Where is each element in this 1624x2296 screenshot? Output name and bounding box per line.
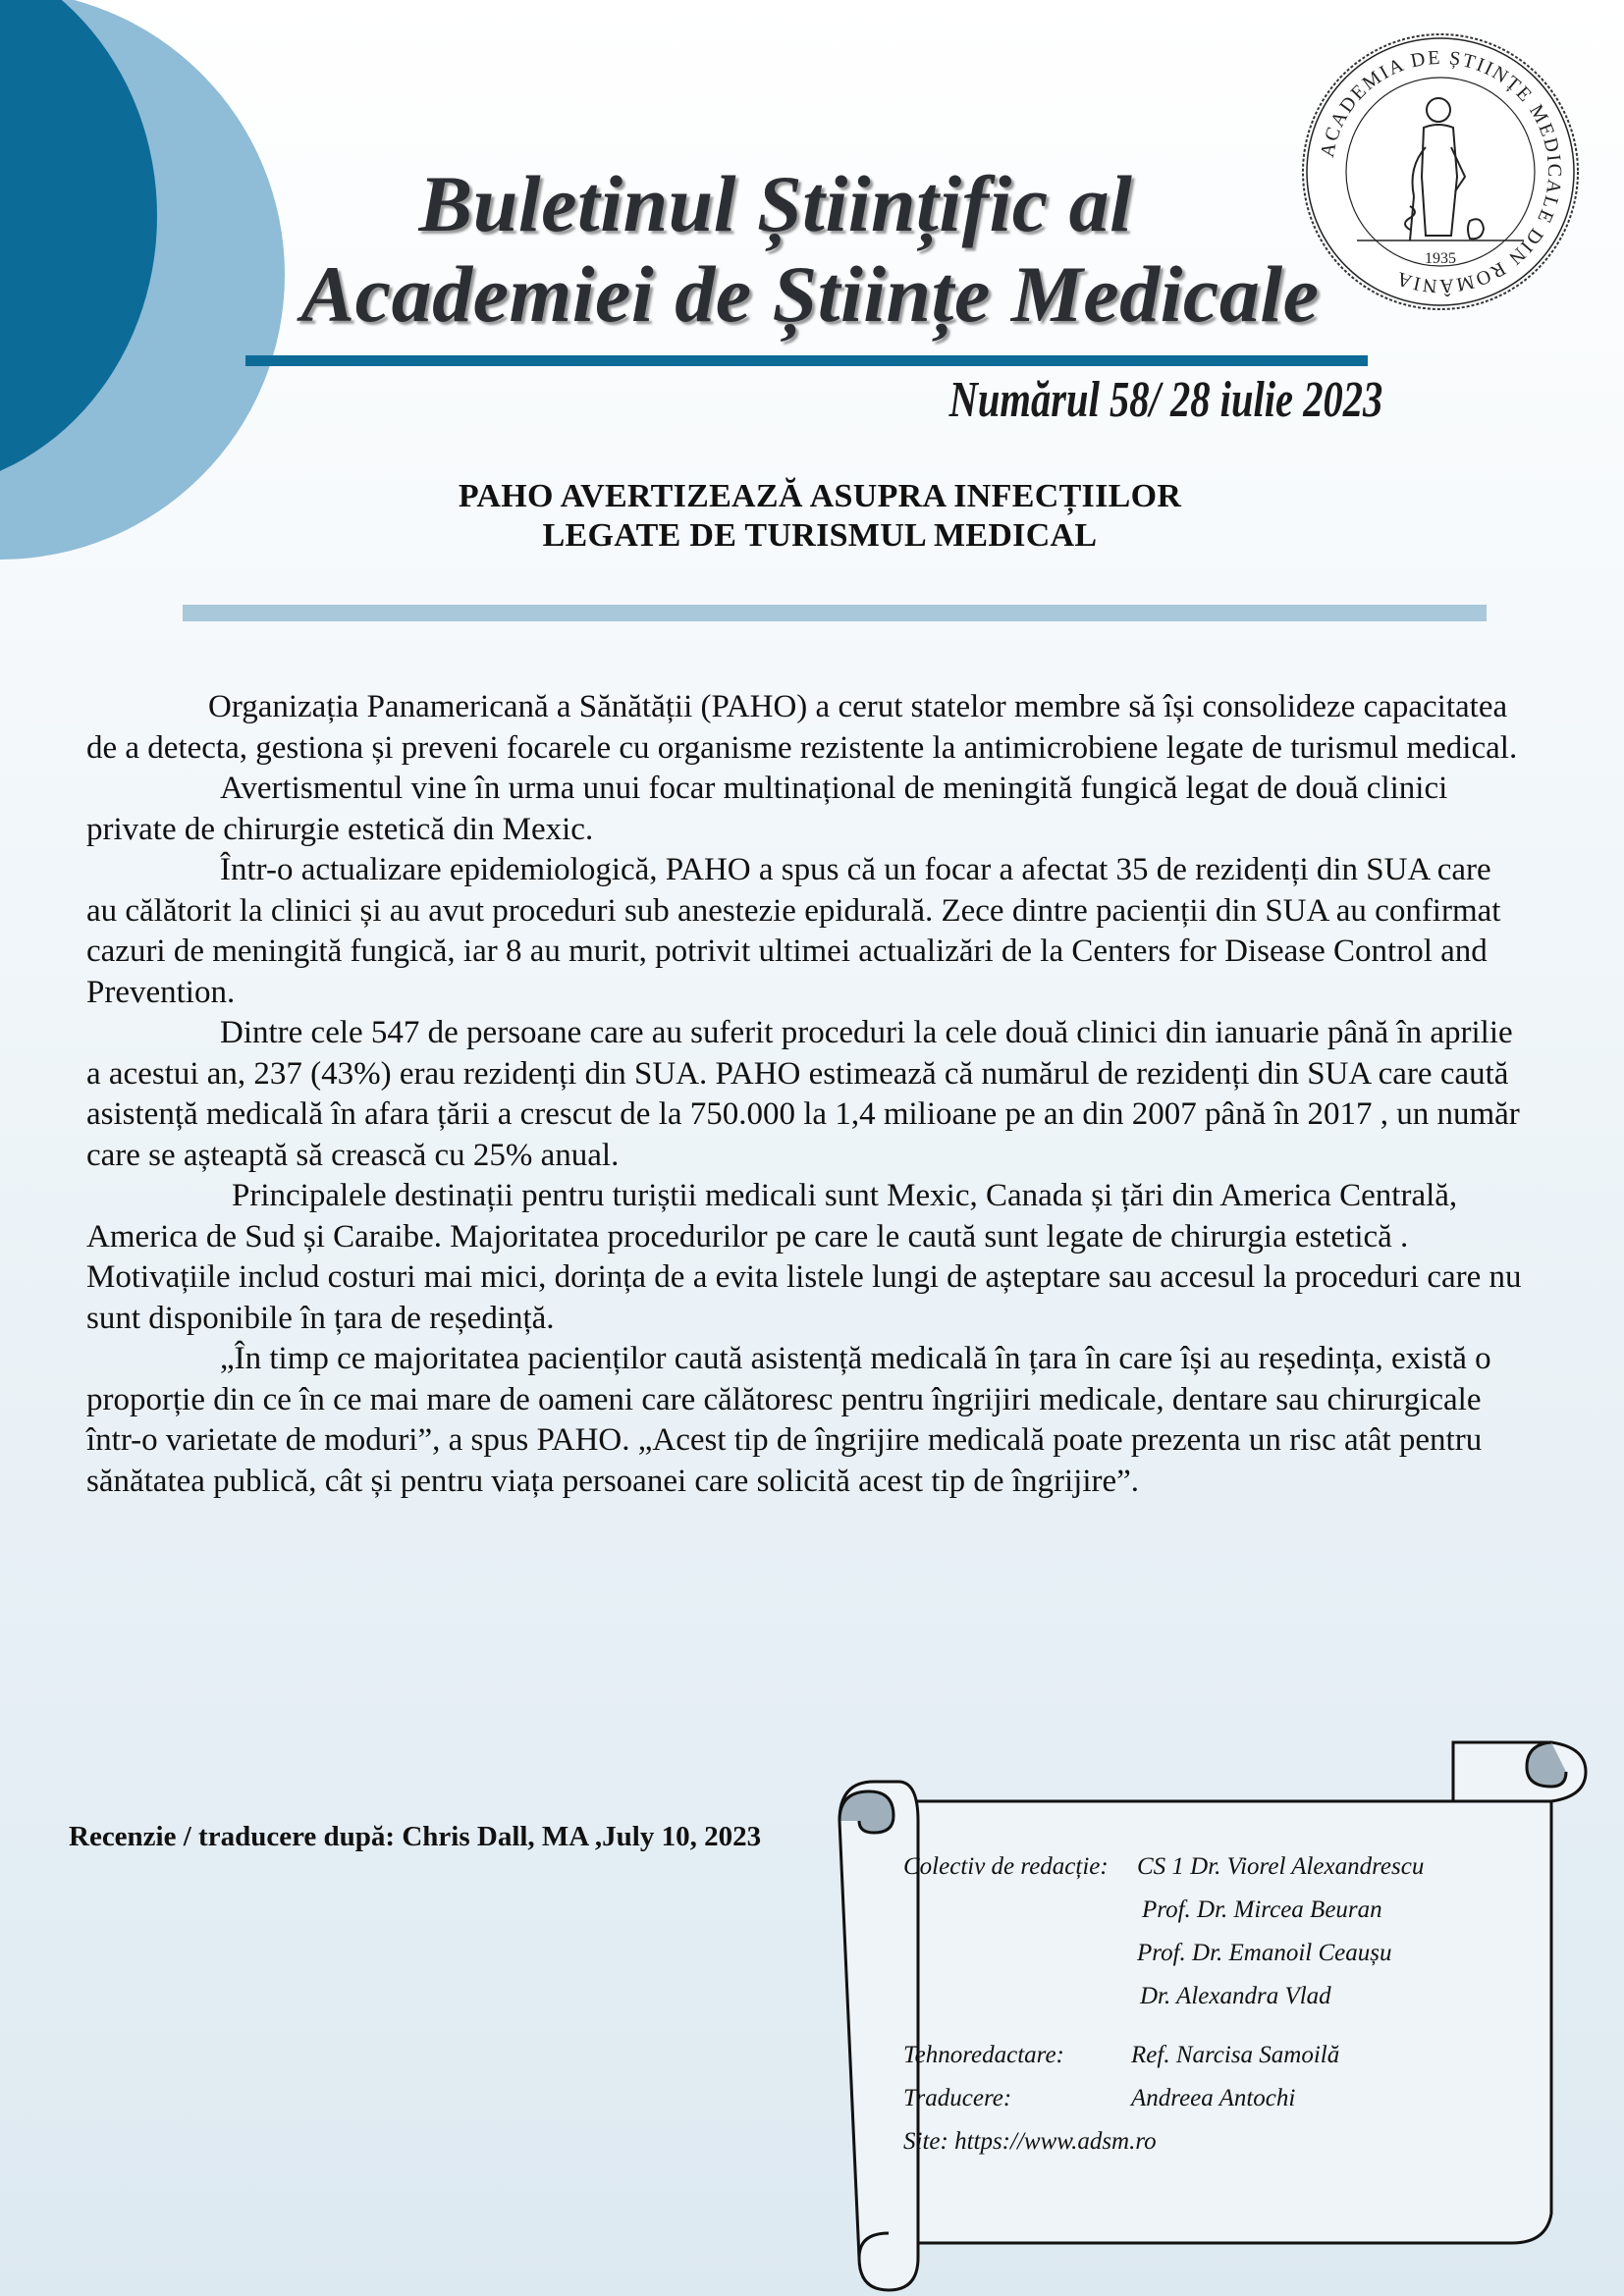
article-paragraph: Într-o actualizare epidemiologică, PAHO a spus că un focar a afectat 35 de rezidenți din SUA care au călătorit la clinici și au avut proceduri sub anestezie epidurală. Zece dintre pacienții din SUA au confirmat cazuri de meningită fungică, iar 8 au murit, potrivit ultimei actualizări de la Centers for Disease Control and Prevention.	[86, 852, 1501, 1010]
translation-value: Andreea Antochi	[1131, 2085, 1296, 2111]
editorial-credits	[903, 1845, 1532, 2163]
svg-text:1935: 1935	[1425, 250, 1456, 267]
journal-title-line-2: Academiei de Științe Medicale	[300, 249, 1320, 339]
svg-text:ACADEMIA DE ȘTIINȚE MEDICALE D: ACADEMIA DE ȘTIINȚE MEDICALE DIN ROMÂNIA	[1316, 46, 1566, 297]
article-paragraph: Organizația Panamericană a Sănătății (PAHO) a cerut statelor membre să își consolideze capacitatea de a detecta, gestiona și preveni focarele cu organisme rezistente la antimicrobiene legate de turismul medical.	[86, 689, 1518, 766]
review-credit: Recenzie / traducere după: Chris Dall, MA ,July 10, 2023	[69, 1821, 762, 1852]
article-headline-line-2: LEGATE DE TURISMUL MEDICAL	[542, 517, 1098, 554]
header-divider	[245, 355, 1368, 366]
translation-label: Traducere:	[903, 2085, 1012, 2111]
article-paragraph: Avertismentul vine în urma unui focar multinațional de meningită fungică legat de două clinici private de chirurgie estetică din Mexic.	[86, 771, 1448, 847]
article-paragraph: Principalele destinații pentru turiștii medicali sunt Mexic, Canada și țări din America Centrală, America de Sud și Caraibe. Majoritatea procedurilor pe care le caută sunt legate de chirurgia estetică . Motivațiile includ costuri mai mici, dorința de a evita listele lungi de așteptare sau accesul la proceduri care nu sunt disponibile în țara de reședință.	[86, 1178, 1522, 1336]
article-headline-line-1: PAHO AVERTIZEAZĂ ASUPRA INFECȚIILOR	[458, 478, 1182, 514]
tech-value: Ref. Narcisa Samoilă	[1131, 2042, 1340, 2068]
tech-label: Tehnoredactare:	[903, 2042, 1064, 2068]
board-member: Dr. Alexandra Vlad	[1140, 1983, 1331, 2009]
issue-number: Numărul 58/ 28 iulie 2023	[948, 372, 1382, 428]
site-link[interactable]: Site: https://www.adsm.ro	[903, 2128, 1157, 2155]
academy-seal-logo	[1298, 29, 1583, 314]
board-member: Prof. Dr. Emanoil Ceaușu	[1137, 1940, 1392, 1966]
journal-title-line-1: Buletinul Științific al	[418, 159, 1133, 248]
article-body	[86, 687, 1530, 1502]
board-member: CS 1 Dr. Viorel Alexandrescu	[1137, 1853, 1425, 1880]
article-paragraph: Dintre cele 547 de persoane care au suferit proceduri la cele două clinici din ianuarie până în aprilie a acestui an, 237 (43%) erau rezidenți din SUA. PAHO estimează că numărul de rezidenți din SUA care caută asistență medicală în afara țării a crescut de la 750.000 la 1,4 milioane pe an din 2007 până în 2017 , un număr care se așteaptă să crească cu 25% anual.	[86, 1015, 1520, 1173]
article-paragraph: „În timp ce majoritatea pacienților caută asistență medicală în țara în care își au reședința, există o proporție din ce în ce mai mare de oameni care călătoresc pentru îngrijiri medicale, dentare sau chirurgicale într-o varietate de moduri”, a spus PAHO. „Acest tip de îngrijire medicală poate prezenta un risc atât pentru sănătatea publică, cât și pentru viața persoanei care solicită acest tip de îngrijire”.	[86, 1341, 1491, 1499]
board-member: Prof. Dr. Mircea Beuran	[1142, 1896, 1382, 1923]
board-label: Colectiv de redacție:	[903, 1853, 1109, 1880]
headline-divider	[183, 605, 1487, 621]
